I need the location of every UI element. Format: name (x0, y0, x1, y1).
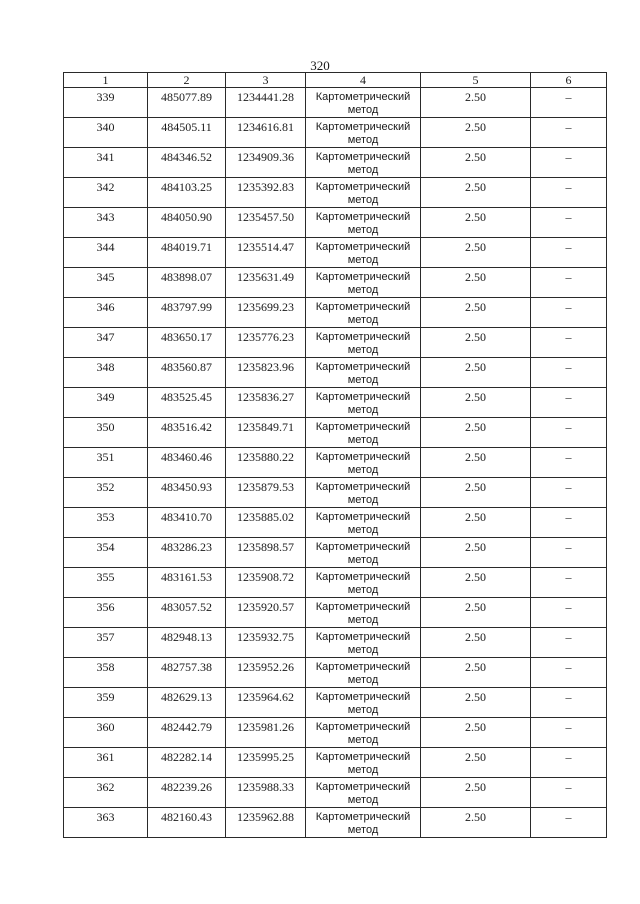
method-line-2: метод (347, 404, 379, 416)
method-cell (306, 358, 421, 388)
y-coordinate-cell: 1235880.22 (226, 448, 306, 478)
accuracy-cell: 2.50 (421, 688, 531, 718)
y-coordinate-cell: 1235932.75 (226, 628, 306, 658)
point-number-cell: 346 (64, 298, 148, 328)
method-line-1: Картометрический (315, 811, 411, 823)
note-cell: – (531, 598, 607, 628)
note-cell: – (531, 688, 607, 718)
accuracy-cell: 2.50 (421, 148, 531, 178)
y-coordinate-cell: 1234909.36 (226, 148, 306, 178)
table-body (64, 88, 607, 838)
note-cell: – (531, 238, 607, 268)
table-row (64, 718, 607, 748)
note-cell: – (531, 358, 607, 388)
y-coordinate-cell: 1235988.33 (226, 778, 306, 808)
method-line-2: метод (347, 614, 379, 626)
method-line-1: Картометрический (315, 661, 411, 673)
x-coordinate-cell: 483460.46 (148, 448, 226, 478)
method-cell (306, 118, 421, 148)
method-line-1: Картометрический (315, 421, 411, 433)
x-coordinate-cell: 482629.13 (148, 688, 226, 718)
x-coordinate-cell: 483650.17 (148, 328, 226, 358)
table-row (64, 688, 607, 718)
table-row (64, 118, 607, 148)
table-row (64, 418, 607, 448)
accuracy-cell: 2.50 (421, 178, 531, 208)
x-coordinate-cell: 483057.52 (148, 598, 226, 628)
x-coordinate-cell: 484019.71 (148, 238, 226, 268)
accuracy-cell: 2.50 (421, 658, 531, 688)
x-coordinate-cell: 483286.23 (148, 538, 226, 568)
note-cell: – (531, 508, 607, 538)
method-line-1: Картометрический (315, 361, 411, 373)
accuracy-cell: 2.50 (421, 388, 531, 418)
method-line-2: метод (347, 554, 379, 566)
table-row (64, 538, 607, 568)
table-row (64, 658, 607, 688)
method-line-2: метод (347, 434, 379, 446)
x-coordinate-cell: 484505.11 (148, 118, 226, 148)
method-line-1: Картометрический (315, 451, 411, 463)
y-coordinate-cell: 1235908.72 (226, 568, 306, 598)
accuracy-cell: 2.50 (421, 748, 531, 778)
method-cell (306, 568, 421, 598)
note-cell: – (531, 208, 607, 238)
method-line-2: метод (347, 824, 379, 836)
method-cell (306, 328, 421, 358)
method-line-2: метод (347, 734, 379, 746)
method-line-1: Картометрический (315, 481, 411, 493)
y-coordinate-cell: 1235849.71 (226, 418, 306, 448)
accuracy-cell: 2.50 (421, 208, 531, 238)
method-line-1: Картометрический (315, 601, 411, 613)
x-coordinate-cell: 482757.38 (148, 658, 226, 688)
table-row (64, 238, 607, 268)
table-row (64, 478, 607, 508)
note-cell: – (531, 778, 607, 808)
table-row (64, 808, 607, 838)
y-coordinate-cell: 1234441.28 (226, 88, 306, 118)
method-line-1: Картометрический (315, 721, 411, 733)
accuracy-cell: 2.50 (421, 328, 531, 358)
column-header-4: 4 (306, 73, 421, 88)
method-cell (306, 448, 421, 478)
method-cell (306, 598, 421, 628)
y-coordinate-cell: 1235964.62 (226, 688, 306, 718)
accuracy-cell: 2.50 (421, 568, 531, 598)
x-coordinate-cell: 482239.26 (148, 778, 226, 808)
method-cell (306, 658, 421, 688)
method-line-2: метод (347, 224, 379, 236)
method-line-2: метод (347, 584, 379, 596)
method-line-2: метод (347, 764, 379, 776)
point-number-cell: 356 (64, 598, 148, 628)
method-line-2: метод (347, 794, 379, 806)
method-line-1: Картометрический (315, 121, 411, 133)
x-coordinate-cell: 483161.53 (148, 568, 226, 598)
x-coordinate-cell: 484103.25 (148, 178, 226, 208)
y-coordinate-cell: 1235995.25 (226, 748, 306, 778)
column-header-2: 2 (148, 73, 226, 88)
method-cell (306, 808, 421, 838)
table-row (64, 88, 607, 118)
table-header (64, 73, 607, 88)
note-cell: – (531, 628, 607, 658)
method-line-1: Картометрический (315, 571, 411, 583)
y-coordinate-cell: 1235879.53 (226, 478, 306, 508)
table-row (64, 508, 607, 538)
method-line-1: Картометрический (315, 751, 411, 763)
note-cell: – (531, 478, 607, 508)
x-coordinate-cell: 483560.87 (148, 358, 226, 388)
y-coordinate-cell: 1235898.57 (226, 538, 306, 568)
table-row (64, 598, 607, 628)
point-number-cell: 352 (64, 478, 148, 508)
note-cell: – (531, 658, 607, 688)
point-number-cell: 359 (64, 688, 148, 718)
point-number-cell: 347 (64, 328, 148, 358)
method-cell (306, 688, 421, 718)
column-header-5: 5 (421, 73, 531, 88)
y-coordinate-cell: 1235514.47 (226, 238, 306, 268)
table-row (64, 388, 607, 418)
accuracy-cell: 2.50 (421, 418, 531, 448)
point-number-cell: 351 (64, 448, 148, 478)
table-row (64, 208, 607, 238)
point-number-cell: 358 (64, 658, 148, 688)
table-row (64, 328, 607, 358)
x-coordinate-cell: 483450.93 (148, 478, 226, 508)
x-coordinate-cell: 484050.90 (148, 208, 226, 238)
method-cell (306, 268, 421, 298)
y-coordinate-cell: 1235823.96 (226, 358, 306, 388)
method-line-2: метод (347, 494, 379, 506)
point-number-cell: 357 (64, 628, 148, 658)
y-coordinate-cell: 1235885.02 (226, 508, 306, 538)
point-number-cell: 361 (64, 748, 148, 778)
method-cell (306, 88, 421, 118)
method-line-1: Картометрический (315, 181, 411, 193)
accuracy-cell: 2.50 (421, 808, 531, 838)
accuracy-cell: 2.50 (421, 238, 531, 268)
column-header-3: 3 (226, 73, 306, 88)
method-cell (306, 538, 421, 568)
note-cell: – (531, 118, 607, 148)
note-cell: – (531, 718, 607, 748)
note-cell: – (531, 88, 607, 118)
note-cell: – (531, 328, 607, 358)
y-coordinate-cell: 1235981.26 (226, 718, 306, 748)
point-number-cell: 343 (64, 208, 148, 238)
note-cell: – (531, 808, 607, 838)
method-cell (306, 778, 421, 808)
table-row (64, 448, 607, 478)
method-line-2: метод (347, 644, 379, 656)
point-number-cell: 363 (64, 808, 148, 838)
method-cell (306, 718, 421, 748)
point-number-cell: 360 (64, 718, 148, 748)
y-coordinate-cell: 1235952.26 (226, 658, 306, 688)
x-coordinate-cell: 482442.79 (148, 718, 226, 748)
table-row (64, 268, 607, 298)
point-number-cell: 348 (64, 358, 148, 388)
coordinates-table (63, 72, 607, 838)
accuracy-cell: 2.50 (421, 298, 531, 328)
method-cell (306, 238, 421, 268)
note-cell: – (531, 298, 607, 328)
point-number-cell: 355 (64, 568, 148, 598)
x-coordinate-cell: 483525.45 (148, 388, 226, 418)
method-line-1: Картометрический (315, 391, 411, 403)
method-line-2: метод (347, 134, 379, 146)
method-line-1: Картометрический (315, 241, 411, 253)
y-coordinate-cell: 1235699.23 (226, 298, 306, 328)
table-row (64, 358, 607, 388)
table-row (64, 298, 607, 328)
column-header-6: 6 (531, 73, 607, 88)
accuracy-cell: 2.50 (421, 628, 531, 658)
method-cell (306, 148, 421, 178)
y-coordinate-cell: 1235776.23 (226, 328, 306, 358)
point-number-cell: 354 (64, 538, 148, 568)
method-line-2: метод (347, 704, 379, 716)
page-number: 320 (310, 58, 330, 73)
x-coordinate-cell: 482282.14 (148, 748, 226, 778)
note-cell: – (531, 148, 607, 178)
method-line-1: Картометрический (315, 331, 411, 343)
note-cell: – (531, 268, 607, 298)
x-coordinate-cell: 485077.89 (148, 88, 226, 118)
x-coordinate-cell: 483797.99 (148, 298, 226, 328)
point-number-cell: 340 (64, 118, 148, 148)
accuracy-cell: 2.50 (421, 538, 531, 568)
method-line-1: Картометрический (315, 631, 411, 643)
table-row (64, 148, 607, 178)
accuracy-cell: 2.50 (421, 598, 531, 628)
y-coordinate-cell: 1235836.27 (226, 388, 306, 418)
method-line-1: Картометрический (315, 91, 411, 103)
method-line-1: Картометрический (315, 541, 411, 553)
method-cell (306, 478, 421, 508)
method-cell (306, 388, 421, 418)
method-line-2: метод (347, 344, 379, 356)
point-number-cell: 349 (64, 388, 148, 418)
y-coordinate-cell: 1234616.81 (226, 118, 306, 148)
method-line-1: Картометрический (315, 211, 411, 223)
note-cell: – (531, 418, 607, 448)
point-number-cell: 353 (64, 508, 148, 538)
y-coordinate-cell: 1235631.49 (226, 268, 306, 298)
accuracy-cell: 2.50 (421, 478, 531, 508)
method-cell (306, 208, 421, 238)
y-coordinate-cell: 1235457.50 (226, 208, 306, 238)
method-line-1: Картометрический (315, 271, 411, 283)
method-line-2: метод (347, 464, 379, 476)
x-coordinate-cell: 482948.13 (148, 628, 226, 658)
point-number-cell: 341 (64, 148, 148, 178)
note-cell: – (531, 388, 607, 418)
accuracy-cell: 2.50 (421, 118, 531, 148)
point-number-cell: 362 (64, 778, 148, 808)
y-coordinate-cell: 1235962.88 (226, 808, 306, 838)
method-line-2: метод (347, 314, 379, 326)
method-line-1: Картометрический (315, 511, 411, 523)
point-number-cell: 345 (64, 268, 148, 298)
note-cell: – (531, 568, 607, 598)
accuracy-cell: 2.50 (421, 88, 531, 118)
x-coordinate-cell: 483898.07 (148, 268, 226, 298)
column-header-1: 1 (64, 73, 148, 88)
accuracy-cell: 2.50 (421, 358, 531, 388)
method-cell (306, 748, 421, 778)
method-line-2: метод (347, 674, 379, 686)
method-cell (306, 418, 421, 448)
method-line-2: метод (347, 524, 379, 536)
accuracy-cell: 2.50 (421, 448, 531, 478)
method-cell (306, 178, 421, 208)
note-cell: – (531, 748, 607, 778)
table-row (64, 628, 607, 658)
table-row (64, 748, 607, 778)
x-coordinate-cell: 483410.70 (148, 508, 226, 538)
method-line-2: метод (347, 104, 379, 116)
x-coordinate-cell: 483516.42 (148, 418, 226, 448)
x-coordinate-cell: 482160.43 (148, 808, 226, 838)
point-number-cell: 344 (64, 238, 148, 268)
accuracy-cell: 2.50 (421, 268, 531, 298)
method-line-1: Картометрический (315, 781, 411, 793)
method-cell (306, 628, 421, 658)
table-row (64, 178, 607, 208)
y-coordinate-cell: 1235392.83 (226, 178, 306, 208)
header-row (64, 73, 607, 88)
note-cell: – (531, 178, 607, 208)
method-line-2: метод (347, 254, 379, 266)
note-cell: – (531, 448, 607, 478)
method-line-2: метод (347, 164, 379, 176)
accuracy-cell: 2.50 (421, 778, 531, 808)
method-line-1: Картометрический (315, 151, 411, 163)
accuracy-cell: 2.50 (421, 718, 531, 748)
method-line-2: метод (347, 194, 379, 206)
method-line-1: Картометрический (315, 691, 411, 703)
table-row (64, 568, 607, 598)
note-cell: – (531, 538, 607, 568)
method-line-2: метод (347, 284, 379, 296)
table-row (64, 778, 607, 808)
point-number-cell: 342 (64, 178, 148, 208)
method-cell (306, 298, 421, 328)
y-coordinate-cell: 1235920.57 (226, 598, 306, 628)
method-line-1: Картометрический (315, 301, 411, 313)
point-number-cell: 339 (64, 88, 148, 118)
method-cell (306, 508, 421, 538)
method-line-2: метод (347, 374, 379, 386)
accuracy-cell: 2.50 (421, 508, 531, 538)
point-number-cell: 350 (64, 418, 148, 448)
x-coordinate-cell: 484346.52 (148, 148, 226, 178)
